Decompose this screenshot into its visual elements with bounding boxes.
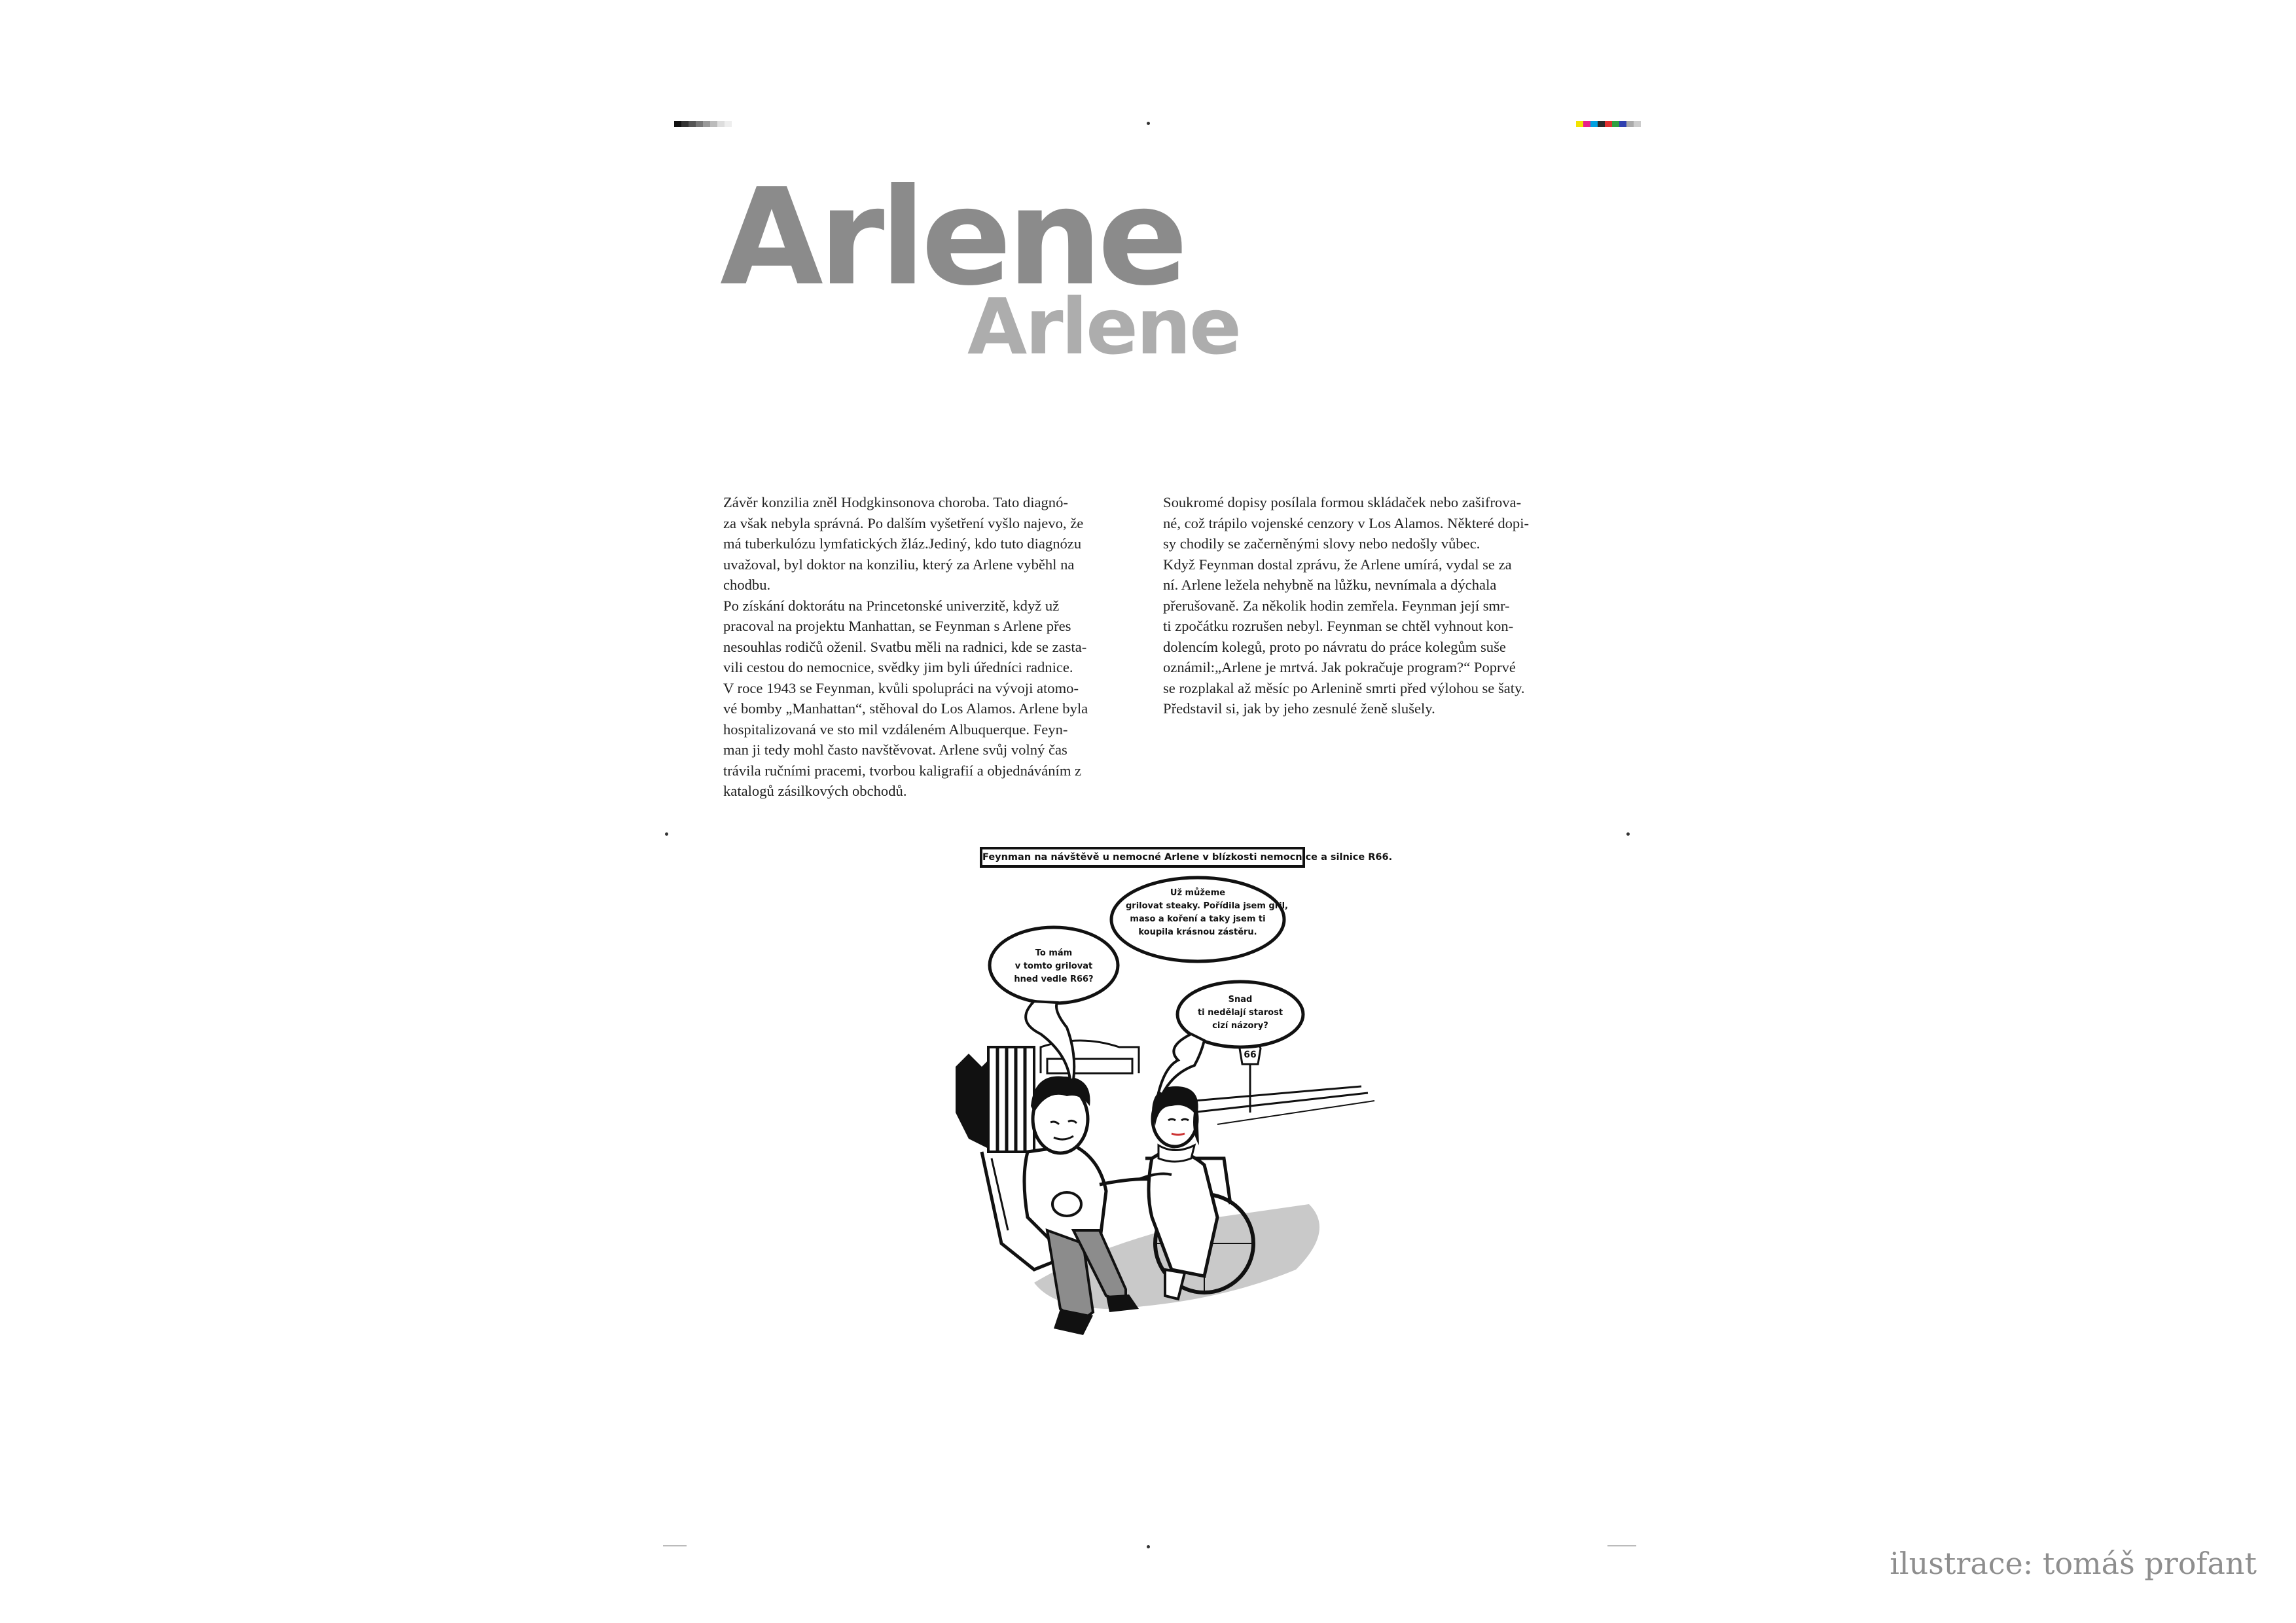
grey-calibration-bar [674, 121, 732, 127]
text-line: za však nebyla správná. Po dalším vyšetření vyšlo najevo, že [723, 514, 1084, 531]
speech-bubble-arlene-grill [1126, 887, 1288, 939]
illustration-credit: ilustrace: tomáš profant [1890, 1546, 2257, 1581]
text-line: V roce 1943 se Feynman, kvůli spolupráci na vývoji atomo- [723, 679, 1079, 696]
bubble-line: grilovat steaky. Pořídila jsem gril, [1126, 901, 1288, 911]
slug-line-left [663, 1545, 687, 1546]
slug-line-right [1607, 1545, 1636, 1546]
text-line: Soukromé dopisy posílala formou skládaček nebo zašifrova- [1163, 494, 1522, 510]
text-line: dolencím kolegů, proto po návratu do práce kolegům suše [1163, 638, 1506, 655]
text-line: vili cestou do nemocnice, svědky jim byli úředníci radnice. [723, 659, 1073, 675]
text-line: né, což trápilo vojenské cenzory v Los Alamos. Některé dopi- [1163, 514, 1530, 531]
text-line: ti zpočátku rozrušen nebyl. Feynman se chtěl vyhnout kon- [1163, 618, 1514, 634]
text-line: nesouhlas rodičů oženil. Svatbu měli na radnici, kde se zasta- [723, 638, 1087, 655]
page-title: Arlene [720, 160, 1184, 315]
speech-bubble-arlene-opinions [1188, 993, 1293, 1033]
text-line: Po získání doktorátu na Princetonské univerzitě, když už [723, 597, 1060, 614]
road-sign-label: 66 [1244, 1050, 1257, 1060]
bubble-line: Už můžeme [1170, 888, 1226, 898]
text-line: chodbu. [723, 577, 771, 593]
color-calibration-bar [1576, 121, 1641, 127]
text-line: man ji tedy mohl často navštěvovat. Arlene svůj volný čas [723, 741, 1067, 758]
text-column-left [723, 492, 1136, 802]
text-column-right [1163, 492, 1575, 719]
speech-bubble-feynman [1011, 947, 1096, 986]
text-line: má tuberkulózu lymfatických žláz.Jediný, kdo tuto diagnózu [723, 535, 1082, 552]
text-line: Závěr konzilia zněl Hodgkinsonova choroba. Tato diagnó- [723, 494, 1068, 510]
text-line: se rozplakal až měsíc po Arlenině smrti před výlohou se šaty. [1163, 679, 1525, 696]
text-line: přerušovaně. Za několik hodin zemřela. Feynman její smr- [1163, 597, 1510, 614]
text-line: hospitalizovaná ve sto mil vzdáleném Albuquerque. Feyn- [723, 721, 1068, 738]
text-line: sy chodily se začerněnými slovy nebo nedošly vůbec. [1163, 535, 1480, 552]
page-subtitle: Arlene [967, 281, 1240, 372]
registration-mark-bottom [1147, 1545, 1150, 1548]
text-line: pracoval na projektu Manhattan, se Feynman s Arlene přes [723, 618, 1071, 634]
bubble-line: Snad [1228, 995, 1253, 1005]
text-line: Představil si, jak by jeho zesnulé ženě slušely. [1163, 700, 1435, 717]
text-line: trávila ručními pracemi, tvorbou kaligrafií a objednáváním z [723, 762, 1082, 779]
illustration-caption: Feynman na návštěvě u nemocné Arlene v blízkosti nemocnice a silnice R66. [980, 847, 1305, 868]
bubble-line: To mám [1035, 948, 1073, 958]
registration-mark-left [665, 832, 668, 836]
text-line: vé bomby „Manhattan“, stěhoval do Los Alamos. Arlene byla [723, 700, 1088, 717]
registration-mark-right [1626, 832, 1630, 836]
bubble-line: maso a koření a taky jsem ti [1130, 914, 1266, 924]
bubble-line: koupila krásnou zástěru. [1138, 927, 1257, 937]
registration-mark-top [1147, 122, 1150, 125]
bubble-line: cizí názory? [1212, 1021, 1268, 1031]
text-line: uvažoval, byl doktor na konziliu, který za Arlene vyběhl na [723, 556, 1075, 573]
bubble-line: hned vedle R66? [1014, 974, 1094, 984]
text-line: Když Feynman dostal zprávu, že Arlene umírá, vydal se za [1163, 556, 1512, 573]
bubble-line: ti nedělají starost [1197, 1008, 1283, 1018]
text-line: oznámil:„Arlene je mrtvá. Jak pokračuje program?“ Poprvé [1163, 659, 1516, 675]
bubble-line: v tomto grilovat [1014, 961, 1093, 971]
text-line: ní. Arlene ležela nehybně na lůžku, nevnímala a dýchala [1163, 577, 1497, 593]
text-line: katalogů zásilkových obchodů. [723, 783, 907, 799]
